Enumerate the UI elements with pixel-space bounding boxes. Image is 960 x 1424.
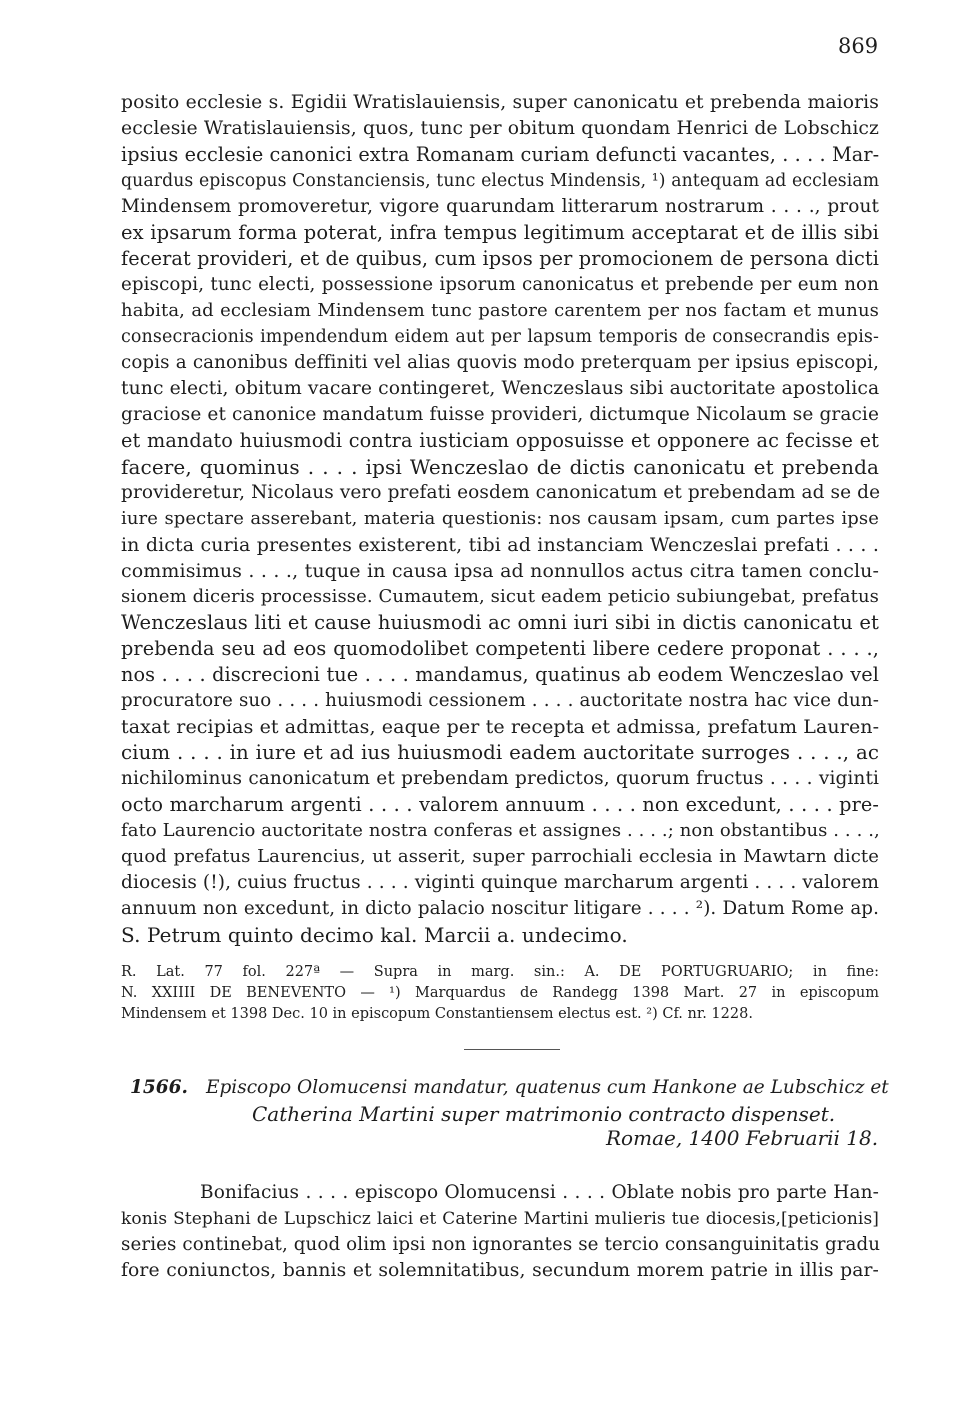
text-line: facere, quominus . . . . ipsi Wenczeslao de dictis canonicatu et prebenda — [121, 455, 879, 479]
text-line: tunc electi, obitum vacare contingeret, Wenczeslaus sibi auctoritate apostolica — [121, 378, 880, 399]
text-line: copis a canonibus deffiniti vel alias quovis modo preterquam per ipsius episcopi, — [121, 352, 879, 373]
footnote-line: Mindensem et 1398 Dec. 10 in episcopum Constantiensem electus est. ²) Cf. nr. 1228. — [121, 1006, 753, 1022]
text-line: iure spectare asserebant, materia questionis: nos causam ipsam, cum partes ipse — [121, 508, 879, 529]
text-line: posito ecclesie s. Egidii Wratislauiensis, super canonicatu et prebenda maioris — [121, 92, 879, 113]
text-line: graciose et canonice mandatum fuisse provideri, dictumque Nicolaum se gracie — [121, 404, 879, 425]
text-line: procuratore suo . . . . huiusmodi cessionem . . . . auctoritate nostra hac vice dun- — [121, 690, 879, 711]
text-line: nichilominus canonicatum et prebendam predictos, quorum fructus . . . . viginti — [121, 768, 879, 789]
text-line: consecracionis impendendum eidem aut per lapsum temporis de consecrandis epis- — [121, 327, 879, 347]
text-line: episcopi, tunc electi, possessione ipsorum canonicatus et prebende per eum non — [121, 274, 879, 295]
page-number: 869 — [838, 34, 879, 58]
entry-number: 1566. — [130, 1077, 188, 1098]
text-line: konis Stephani de Lupschicz laici et Caterine Martini mulieris tue diocesis,[peticionis] — [121, 1209, 879, 1229]
text-line: fato Laurencio auctoritate nostra conferas et assignes . . . .; non obstantibus . . . ., — [121, 820, 880, 841]
text-line: taxat recipias et admittas, eaque per te recepta et admissa, prefatum Lauren- — [121, 716, 880, 738]
text-line: commisimus . . . ., tuque in causa ipsa ad nonnullos actus citra tamen conclu- — [121, 560, 879, 582]
text-line: Mindensem promoveretur, vigore quarundam litterarum nostrarum . . . ., prout — [121, 196, 879, 217]
entry-summary-line: Catherina Martini super matrimonio contracto dispenset. — [252, 1102, 836, 1126]
text-line: quod prefatus Laurencius, ut asserit, super parrochiali ecclesia in Mawtarn dicte — [121, 846, 879, 867]
text-line: annuum non excedunt, in dicto palacio noscitur litigare . . . . ²). Datum Rome ap. — [121, 898, 879, 919]
text-line: in dicta curia presentes existerent, tibi ad instanciam Wenczeslai prefati . . . . — [121, 534, 879, 556]
text-line: cium . . . . in iure et ad ius huiusmodi eadem auctoritate surroges . . . ., ac — [121, 741, 879, 764]
text-line: octo marcharum argenti . . . . valorem annuum . . . . non excedunt, . . . . pre- — [121, 793, 879, 816]
entry-place-date: Romae, 1400 Februarii 18. — [606, 1126, 879, 1150]
footnote-line: R. Lat. 77 fol. 227ª — Supra in marg. sin.: A. DE PORTUGRUARIO; in fine: — [121, 964, 879, 980]
text-line: fecerat provideri, et de quibus, cum ipsos per promocionem de persona dicti — [121, 247, 879, 270]
text-line: S. Petrum quinto decimo kal. Marcii a. undecimo. — [121, 923, 628, 947]
text-line: et mandato huiusmodi contra iusticiam opposuisse et opponere ac fecisse et — [121, 429, 879, 452]
text-line: habita, ad ecclesiam Mindensem tunc pastore carentem per nos factam et munus — [121, 300, 879, 321]
text-line: quardus episcopus Constanciensis, tunc electus Mindensis, ¹) antequam ad ecclesiam — [121, 171, 880, 191]
section-divider — [464, 1049, 560, 1050]
entry-summary-line — [130, 1075, 890, 1101]
text-line: Bonifacius . . . . episcopo Olomucensi . . . . Oblate nobis pro parte Han- — [200, 1182, 879, 1203]
entry-summary-text: Episcopo Olomucensi mandatur, quatenus cum Hankone ae Lubschicz et — [205, 1077, 889, 1098]
text-line: series continebat, quod olim ipsi non ignorantes se tercio consanguinitatis gradu — [121, 1234, 881, 1255]
text-line: ex ipsarum forma poterat, infra tempus legitimum acceptarat et de illis sibi — [121, 221, 879, 244]
text-line: sionem diceris processisse. Cumautem, sicut eadem peticio subiungebat, prefatus — [121, 586, 879, 607]
text-line: provideretur, Nicolaus vero prefati eosdem canonicatum et prebendam ad se de — [121, 482, 881, 503]
text-line: Wenczeslaus liti et cause huiusmodi ac omni iuri sibi in dictis canonicatu et — [121, 611, 879, 634]
text-line: prebenda seu ad eos quomodolibet competenti libere cedere proponat . . . ., — [121, 637, 879, 660]
text-line: nos . . . . discrecioni tue . . . . mandamus, quatinus ab eodem Wenczeslao vel — [121, 663, 879, 686]
text-line: ipsius ecclesie canonici extra Romanam curiam defuncti vacantes, . . . . Mar- — [121, 143, 880, 166]
text-line: diocesis (!), cuius fructus . . . . viginti quinque marcharum argenti . . . . valorem — [121, 872, 879, 893]
text-line: ecclesie Wratislauiensis, quos, tunc per obitum quondam Henrici de Lobschicz — [121, 118, 879, 139]
footnote-line: N. XXIIII DE BENEVENTO — ¹) Marquardus de Randegg 1398 Mart. 27 in episcopum — [121, 985, 879, 1001]
text-line: fore coniunctos, bannis et solemnitatibus, secundum morem patrie in illis par- — [121, 1260, 879, 1281]
